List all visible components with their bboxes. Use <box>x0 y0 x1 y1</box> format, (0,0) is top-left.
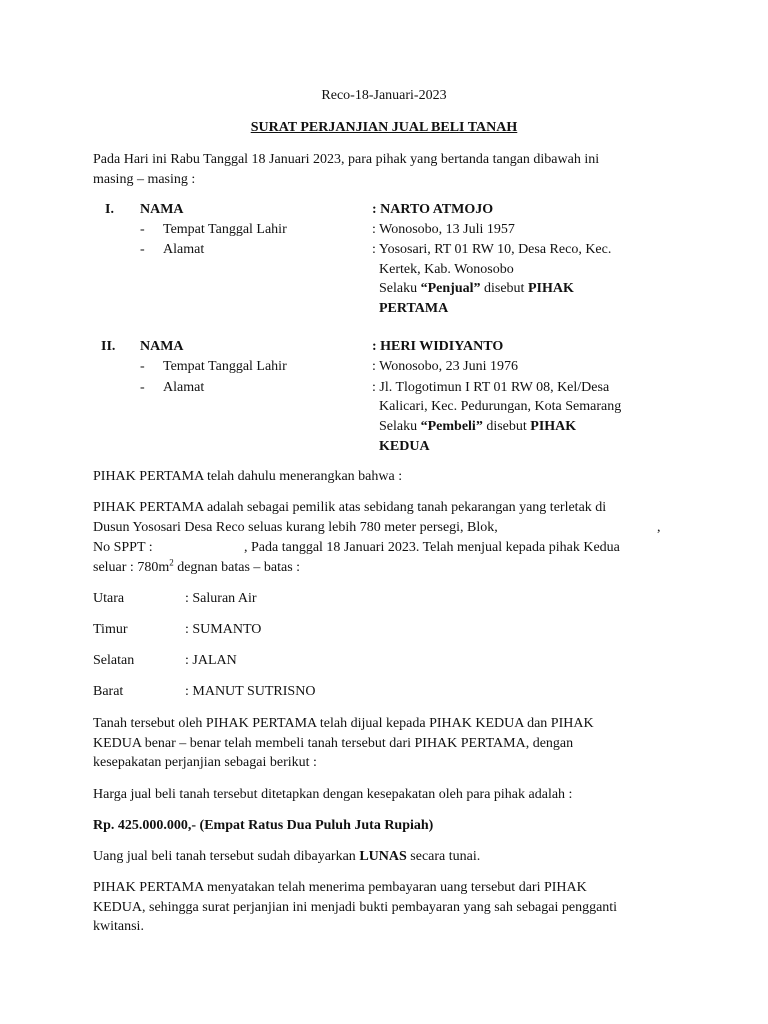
border-value-west: : MANUT SUTRISNO <box>185 684 316 699</box>
party-2-name-label: NAMA <box>140 339 184 354</box>
party-2-numeral: II. <box>101 339 116 354</box>
border-label-east: Timur <box>93 622 128 637</box>
receipt-line-1: PIHAK PERTAMA menyatakan telah menerima pembayaran uang tersebut dari PIHAK <box>93 880 587 895</box>
party-2-birth-dash: - <box>140 359 145 374</box>
party-1-role-mid: disebut <box>480 281 528 296</box>
party-1-role-title: “Penjual” <box>420 281 481 296</box>
land-line-2-end: , <box>657 520 661 535</box>
party-1-address-line-1: : Yososari, RT 01 RW 10, Desa Reco, Kec. <box>372 242 612 257</box>
land-area: seluar : 780m <box>93 560 170 575</box>
payment-status-lunas: LUNAS <box>359 849 407 864</box>
party-1-address-dash: - <box>140 242 145 257</box>
land-line-3: , Pada tanggal 18 Januari 2023. Telah menjual kepada pihak Kedua <box>244 540 620 555</box>
land-line-4 <box>93 558 300 578</box>
party-1-role-name-1: PIHAK <box>527 281 574 296</box>
party-2-address-line-2: Kalicari, Kec. Pedurungan, Kota Semarang <box>379 399 622 414</box>
party-1-address-label: Alamat <box>163 242 205 257</box>
border-value-south: : JALAN <box>185 653 237 668</box>
land-area-superscript: 2 <box>169 557 174 568</box>
land-borders-intro: degnan batas – batas : <box>173 560 301 575</box>
intro-line-1: Pada Hari ini Rabu Tanggal 18 Januari 2023, para pihak yang bertanda tangan dibawah ini <box>93 152 600 167</box>
party-1-role <box>379 279 574 299</box>
payment-status <box>93 847 480 867</box>
sale-line-2: KEDUA benar – benar telah membeli tanah tersebut dari PIHAK PERTAMA, dengan <box>93 736 574 751</box>
border-value-north: : Saluran Air <box>185 591 257 606</box>
price-intro: Harga jual beli tanah tersebut ditetapkan dengan kesepakatan oleh para pihak adalah : <box>93 787 573 802</box>
party-2-role-title: “Pembeli” <box>420 419 483 434</box>
land-line-1: PIHAK PERTAMA adalah sebagai pemilik atas sebidang tanah pekarangan yang terletak di <box>93 500 607 515</box>
party-2-address-label: Alamat <box>163 380 205 395</box>
party-1-role-name-2: PERTAMA <box>379 301 449 316</box>
party-2-role-mid: disebut <box>482 419 531 434</box>
party-1-birth-dash: - <box>140 222 145 237</box>
receipt-line-2: KEDUA, sehingga surat perjanjian ini menjadi bukti pembayaran yang sah sebagai pengganti <box>93 900 618 915</box>
sale-line-1: Tanah tersebut oleh PIHAK PERTAMA telah dijual kepada PIHAK KEDUA dan PIHAK <box>93 716 594 731</box>
sale-line-3: kesepakatan perjanjian sebagai berikut : <box>93 755 317 770</box>
party-2-role-name-2: KEDUA <box>379 439 430 454</box>
intro-line-2: masing – masing : <box>93 172 196 187</box>
party-1-name-value: : NARTO ATMOJO <box>372 202 494 217</box>
party-1-birth-label: Tempat Tanggal Lahir <box>163 222 287 237</box>
party-1-address-line-2: Kertek, Kab. Wonosobo <box>379 262 514 277</box>
party-1-birth-value: : Wonosobo, 13 Juli 1957 <box>372 222 515 237</box>
receipt-line-3: kwitansi. <box>93 919 144 934</box>
payment-status-prefix: Uang jual beli tanah tersebut sudah dibayarkan <box>93 849 360 864</box>
border-value-east: : SUMANTO <box>185 622 262 637</box>
border-label-west: Barat <box>93 684 124 699</box>
party-2-role-name-1: PIHAK <box>530 419 577 434</box>
party-2-role-prefix: Selaku <box>379 419 421 434</box>
border-label-south: Selatan <box>93 653 135 668</box>
party-2-role <box>379 417 576 437</box>
border-label-north: Utara <box>93 591 125 606</box>
party-2-address-line-1: : Jl. Tlogotimun I RT 01 RW 08, Kel/Desa <box>372 380 610 395</box>
land-line-2: Dusun Yososari Desa Reco seluas kurang lebih 780 meter persegi, Blok, <box>93 520 498 535</box>
land-line-3-label: No SPPT : <box>93 540 153 555</box>
price-amount: Rp. 425.000.000,- (Empat Ratus Dua Puluh Juta Rupiah) <box>93 818 434 833</box>
date-line: Reco-18-Januari-2023 <box>321 88 447 103</box>
statement-line: PIHAK PERTAMA telah dahulu menerangkan bahwa : <box>93 469 403 484</box>
document-title: SURAT PERJANJIAN JUAL BELI TANAH <box>250 120 518 135</box>
party-2-birth-label: Tempat Tanggal Lahir <box>163 359 287 374</box>
party-1-name-label: NAMA <box>140 202 184 217</box>
party-2-address-dash: - <box>140 380 145 395</box>
party-2-name-value: : HERI WIDIYANTO <box>372 339 504 354</box>
party-2-birth-value: : Wonosobo, 23 Juni 1976 <box>372 359 519 374</box>
party-1-numeral: I. <box>105 202 114 217</box>
party-1-role-prefix: Selaku <box>379 281 421 296</box>
payment-status-suffix: secara tunai. <box>406 849 481 864</box>
